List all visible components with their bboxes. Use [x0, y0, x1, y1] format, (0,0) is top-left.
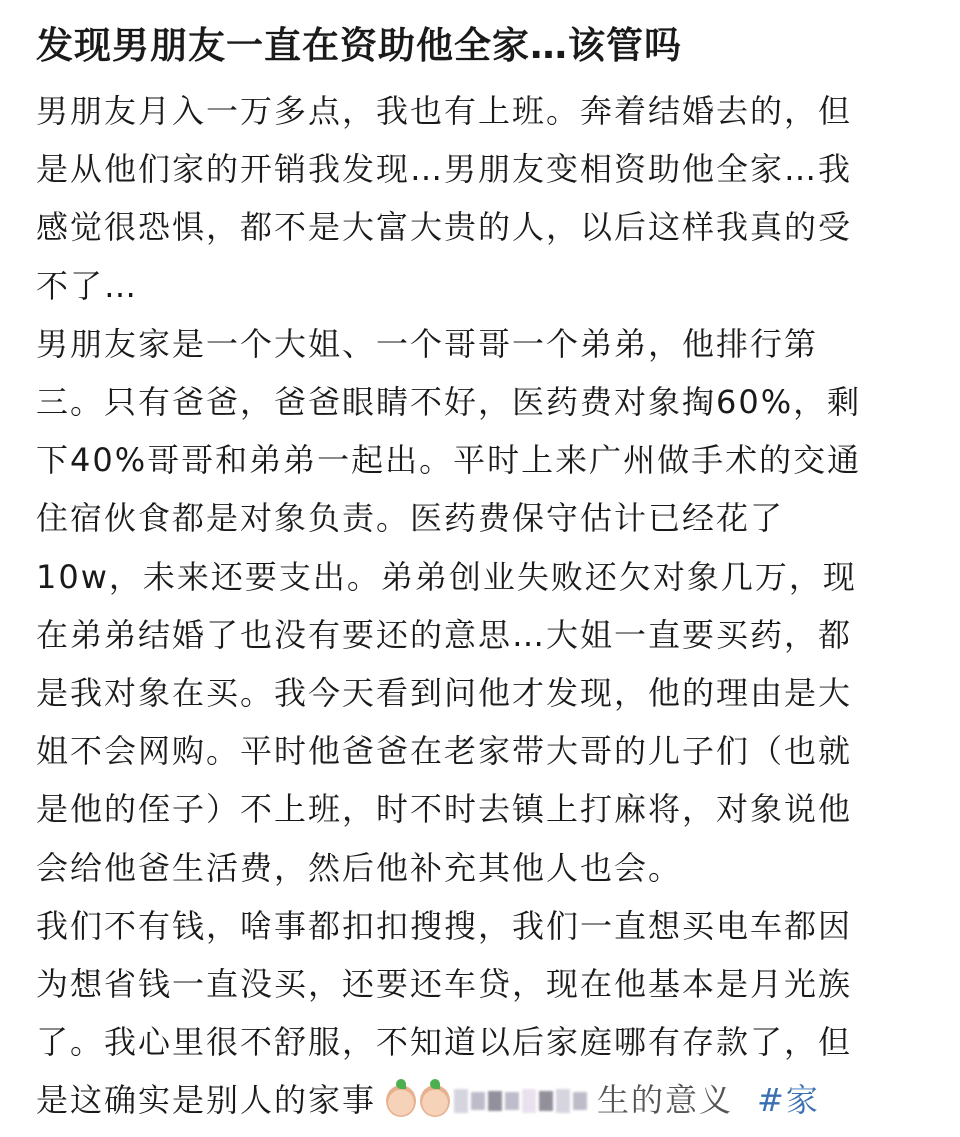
- text-line: 是我对象在买。我今天看到问他才发现，他的理由是大: [36, 674, 853, 713]
- emoji-face-icon: [420, 1085, 450, 1117]
- text-line: 为想省钱一直没买，还要还车贷，现在他基本是月光族: [36, 965, 853, 1004]
- text-line: 不了…: [36, 266, 139, 305]
- text-line: 在弟弟结婚了也没有要还的意思…大姐一直要买药，都: [36, 615, 853, 654]
- text-line: 下40%哥哥和弟弟一起出。平时上来广州做手术的交通: [36, 441, 862, 480]
- text-line: 是从他们家的开销我发现…男朋友变相资助他全家…我: [36, 150, 853, 189]
- text-line: 是他的侄子）不上班，时不时去镇上打麻将，对象说他: [36, 790, 853, 829]
- text-line: 三。只有爸爸，爸爸眼睛不好，医药费对象掏60%，剩: [36, 383, 862, 422]
- text-line: 住宿伙食都是对象负责。医药费保守估计已经花了: [36, 499, 785, 538]
- tail-text: 是这确实是别人的家事: [36, 1081, 377, 1120]
- text-line: 了。我心里很不舒服，不知道以后家庭哪有存款了，但: [36, 1023, 853, 1062]
- text-line: 10w，未来还要支出。弟弟创业失败还欠对象几万，现: [36, 557, 857, 596]
- hashtag-link[interactable]: #家: [757, 1081, 820, 1120]
- text-line: 会给他爸生活费，然后他补充其他人也会。: [36, 848, 683, 887]
- pixelated-blur: [454, 1089, 587, 1113]
- tail-line: [36, 1071, 926, 1129]
- text-line: 姐不会网购。平时他爸爸在老家带大哥的儿子们（也就: [36, 732, 853, 771]
- post: [36, 16, 926, 1130]
- text-line: 感觉很恐惧，都不是大富大贵的人，以后这样我真的受: [36, 208, 853, 247]
- blurred-watermark: [386, 1081, 587, 1121]
- post-title: 发现男朋友一直在资助他全家…该管吗: [36, 24, 682, 67]
- paragraph-3: [36, 897, 926, 1130]
- watermark-text: 生的意义: [597, 1081, 734, 1120]
- text-line: 我们不有钱，啥事都扣扣搜搜，我们一直想买电车都因: [36, 906, 853, 945]
- paragraph-2: [36, 315, 926, 897]
- emoji-face-icon: [386, 1085, 416, 1117]
- text-line: 男朋友家是一个大姐、一个哥哥一个弟弟，他排行第: [36, 324, 819, 363]
- post-body: [36, 82, 926, 1130]
- paragraph-1: [36, 82, 926, 315]
- text-line: 男朋友月入一万多点，我也有上班。奔着结婚去的，但: [36, 92, 853, 130]
